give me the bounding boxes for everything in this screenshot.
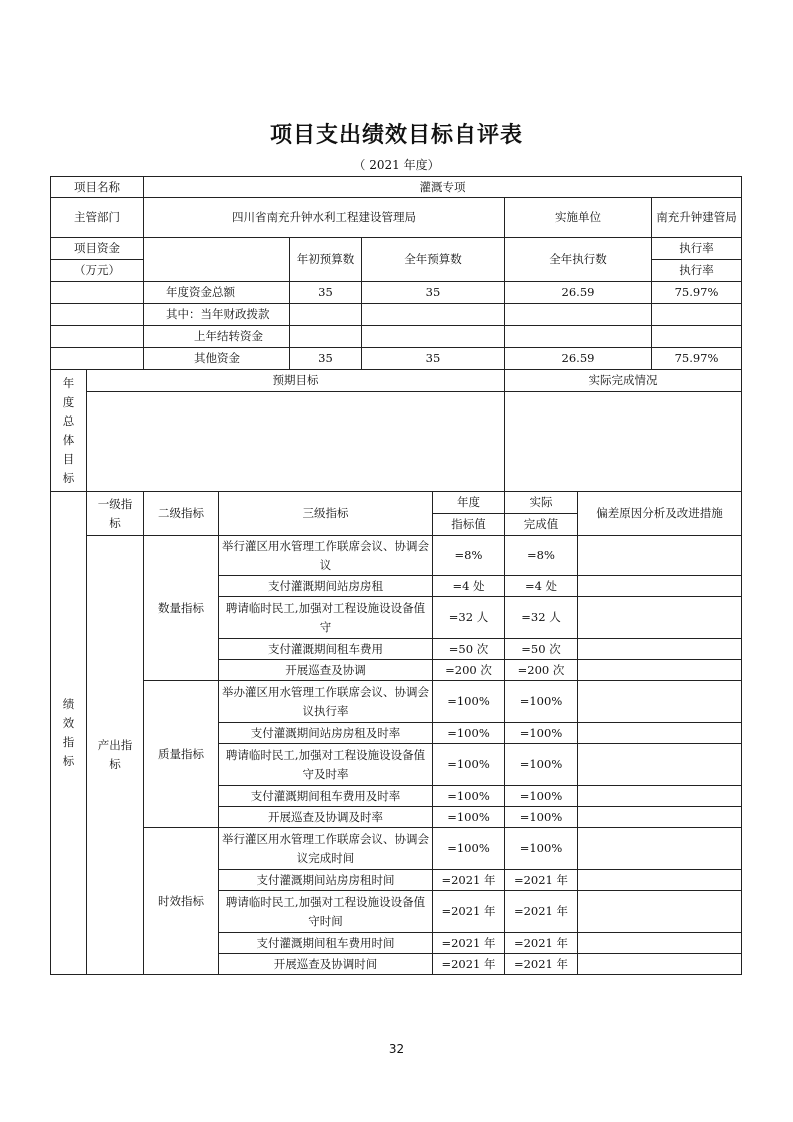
indicator-target: =2021 年 xyxy=(433,891,505,933)
fund-row-full: 35 xyxy=(362,282,505,304)
fund-row-carryover xyxy=(51,326,742,348)
fund-row-exec xyxy=(505,326,652,348)
fund-row-label: 其中：当年财政拨款 xyxy=(144,304,290,326)
indicator-target: =200 次 xyxy=(433,660,505,681)
col-initial-budget: 年初预算数 xyxy=(290,238,362,282)
indicator-target: =100% xyxy=(433,744,505,786)
indicator-deviation xyxy=(578,744,742,786)
indicator-row xyxy=(51,828,742,870)
indicator-actual: =2021 年 xyxy=(505,870,578,891)
indicator-target: =2021 年 xyxy=(433,870,505,891)
indicator-actual: =2021 年 xyxy=(505,954,578,975)
fund-row-initial: 35 xyxy=(290,282,362,304)
indicator-name: 支付灌溉期间站房房租时间 xyxy=(219,870,433,891)
indicator-deviation xyxy=(578,828,742,870)
annual-target-header-top: 年度 xyxy=(433,492,505,514)
indicator-deviation xyxy=(578,933,742,954)
fund-row-total xyxy=(51,282,742,304)
indicator-deviation xyxy=(578,891,742,933)
indicator-target: =50 次 xyxy=(433,639,505,660)
indicator-name: 开展巡查及协调及时率 xyxy=(219,807,433,828)
expected-goals-content xyxy=(87,392,505,492)
fund-row-rate xyxy=(652,304,742,326)
project-name-value: 灌溉专项 xyxy=(144,177,742,198)
indicator-target: =100% xyxy=(433,807,505,828)
fund-row-initial: 35 xyxy=(290,348,362,370)
fund-row-blank xyxy=(51,348,144,370)
quality-indicator-group: 质量指标 xyxy=(144,681,219,828)
actual-value-header-bottom: 完成值 xyxy=(505,514,578,536)
indicator-deviation xyxy=(578,660,742,681)
goals-content-row xyxy=(51,392,742,492)
indicator-actual: =50 次 xyxy=(505,639,578,660)
indicator-row xyxy=(51,536,742,576)
project-name-row xyxy=(51,177,742,198)
goals-header-row xyxy=(51,370,742,392)
page-subtitle-year: （ 2021 年度） xyxy=(353,158,440,172)
implementing-unit-label: 实施单位 xyxy=(505,198,652,238)
indicator-target: =2021 年 xyxy=(433,933,505,954)
indicator-actual: =100% xyxy=(505,828,578,870)
indicator-name: 聘请临时民工,加强对工程设施设设备值守及时率 xyxy=(219,744,433,786)
indicator-actual: =100% xyxy=(505,744,578,786)
fund-row-label: 年度资金总额 xyxy=(144,282,290,304)
indicator-row xyxy=(51,681,742,723)
col-full-year-budget: 全年预算数 xyxy=(362,238,505,282)
fund-row-label: 其他资金 xyxy=(144,348,290,370)
indicator-name: 支付灌溉期间租车费用时间 xyxy=(219,933,433,954)
indicator-actual: =4 处 xyxy=(505,576,578,597)
output-indicator-label: 产出指 标 xyxy=(87,536,144,975)
fund-row-rate xyxy=(652,326,742,348)
indicator-actual: =100% xyxy=(505,681,578,723)
page-number: 32 xyxy=(388,1042,405,1056)
level2-indicator-header: 二级指标 xyxy=(144,492,219,536)
indicator-name: 支付灌溉期间租车费用及时率 xyxy=(219,786,433,807)
department-value: 四川省南充升钟水利工程建设管理局 xyxy=(144,198,505,238)
fund-row-blank xyxy=(51,282,144,304)
timeliness-indicator-group: 时效指标 xyxy=(144,828,219,975)
fund-label: 项目资金 xyxy=(51,238,144,260)
indicator-name: 聘请临时民工,加强对工程设施设设备值守 xyxy=(219,597,433,639)
indicator-target: =100% xyxy=(433,723,505,744)
annual-goals-label: 年 度 总 体 目 标 xyxy=(51,370,87,492)
level1-indicator-header: 一级指 标 xyxy=(87,492,144,536)
indicator-actual: =2021 年 xyxy=(505,891,578,933)
indicator-actual: =2021 年 xyxy=(505,933,578,954)
indicator-deviation xyxy=(578,870,742,891)
indicator-name: 支付灌溉期间租车费用 xyxy=(219,639,433,660)
indicator-target: =8% xyxy=(433,536,505,576)
project-name-label: 项目名称 xyxy=(51,177,144,198)
indicator-deviation xyxy=(578,536,742,576)
annual-target-header-bottom: 指标值 xyxy=(433,514,505,536)
indicator-target: =100% xyxy=(433,828,505,870)
indicator-deviation xyxy=(578,576,742,597)
indicator-deviation xyxy=(578,786,742,807)
fund-row-blank xyxy=(51,304,144,326)
expected-goals-header: 预期目标 xyxy=(87,370,505,392)
indicator-name: 开展巡查及协调 xyxy=(219,660,433,681)
fund-row-initial xyxy=(290,326,362,348)
fund-row-rate: 75.97% xyxy=(652,348,742,370)
implementing-unit-value: 南充升钟建管局 xyxy=(652,198,742,238)
fund-row-other xyxy=(51,348,742,370)
actual-completion-header: 实际完成情况 xyxy=(505,370,742,392)
fund-unit-label: （万元） xyxy=(51,260,144,282)
fund-row-fiscal xyxy=(51,304,742,326)
performance-indicators-label: 绩 效 指 标 xyxy=(51,492,87,975)
fund-header-row-1 xyxy=(51,238,742,260)
indicator-target: =100% xyxy=(433,681,505,723)
fund-header-blank xyxy=(144,238,290,282)
level3-indicator-header: 三级指标 xyxy=(219,492,433,536)
quantity-indicator-group: 数量指标 xyxy=(144,536,219,681)
fund-row-exec: 26.59 xyxy=(505,282,652,304)
col-execution-rate-2: 执行率 xyxy=(652,260,742,282)
indicator-name: 支付灌溉期间站房房租及时率 xyxy=(219,723,433,744)
indicator-target: =32 人 xyxy=(433,597,505,639)
fund-row-full: 35 xyxy=(362,348,505,370)
performance-self-evaluation-table xyxy=(50,176,742,975)
fund-row-exec xyxy=(505,304,652,326)
indicator-name: 举行灌区用水管理工作联席会议、协调会议完成时间 xyxy=(219,828,433,870)
indicator-actual: =100% xyxy=(505,723,578,744)
fund-row-full xyxy=(362,326,505,348)
indicator-target: =2021 年 xyxy=(433,954,505,975)
indicator-deviation xyxy=(578,681,742,723)
indicator-deviation xyxy=(578,723,742,744)
indicator-deviation xyxy=(578,639,742,660)
department-row xyxy=(51,198,742,238)
actual-value-header-top: 实际 xyxy=(505,492,578,514)
indicator-deviation xyxy=(578,597,742,639)
indicator-name: 举行灌区用水管理工作联席会议、协调会议 xyxy=(219,536,433,576)
deviation-analysis-header: 偏差原因分析及改进措施 xyxy=(578,492,742,536)
indicator-target: =4 处 xyxy=(433,576,505,597)
fund-row-blank xyxy=(51,326,144,348)
indicator-target: =100% xyxy=(433,786,505,807)
indicator-name: 支付灌溉期间站房房租 xyxy=(219,576,433,597)
page-title: 项目支出绩效目标自评表 xyxy=(269,123,523,148)
fund-row-label: 上年结转资金 xyxy=(144,326,290,348)
fund-row-exec: 26.59 xyxy=(505,348,652,370)
col-full-year-execution: 全年执行数 xyxy=(505,238,652,282)
col-execution-rate-1: 执行率 xyxy=(652,238,742,260)
indicator-name: 举办灌区用水管理工作联席会议、协调会议执行率 xyxy=(219,681,433,723)
indicator-deviation xyxy=(578,954,742,975)
indicator-name: 聘请临时民工,加强对工程设施设设备值守时间 xyxy=(219,891,433,933)
indicator-actual: =100% xyxy=(505,786,578,807)
actual-completion-content xyxy=(505,392,742,492)
indicator-actual: =32 人 xyxy=(505,597,578,639)
indicator-actual: =200 次 xyxy=(505,660,578,681)
fund-row-rate: 75.97% xyxy=(652,282,742,304)
indicator-deviation xyxy=(578,807,742,828)
indicator-header-row-1 xyxy=(51,492,742,514)
fund-row-full xyxy=(362,304,505,326)
department-label: 主管部门 xyxy=(51,198,144,238)
indicator-name: 开展巡查及协调时间 xyxy=(219,954,433,975)
indicator-actual: =100% xyxy=(505,807,578,828)
indicator-actual: =8% xyxy=(505,536,578,576)
fund-row-initial xyxy=(290,304,362,326)
